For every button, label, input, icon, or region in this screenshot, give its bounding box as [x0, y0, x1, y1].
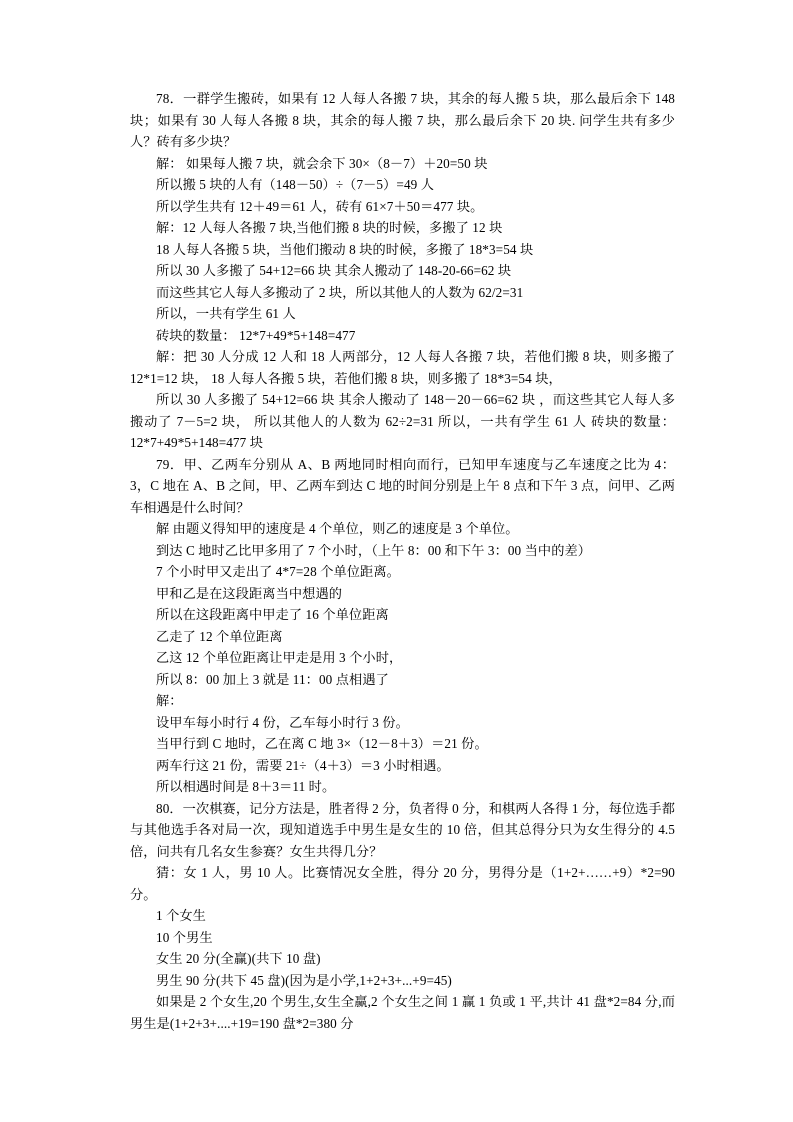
problem-79-line-13: 所以相遇时间是 8＋3＝11 时。	[156, 779, 336, 794]
problem-79-line-5: 所以在这段距离中甲走了 16 个单位距离	[156, 607, 389, 622]
problem-78-line-3: 所以学生共有 12＋49＝61 人，砖有 61×7＋50＝477 块。	[156, 198, 484, 214]
problem-78-line-4: 解：12 人每人各搬 7 块,当他们搬 8 块的时候，多搬了 12 块	[156, 220, 503, 235]
problem-79-line-3: 7 个小时甲又走出了 4*7=28 个单位距离。	[156, 564, 400, 579]
problem-78-statement: 78．一群学生搬砖，如果有 12 人每人各搬 7 块，其余的每人搬 5 块，那么最后余下 148 块；如果有 30 人每人各搬 8 块，其余的每人搬 7 块，那么最后余下 20 块. 问学生共有多少人？砖有多少块？	[130, 91, 675, 149]
document-content	[130, 88, 675, 1034]
problem-80-line-1: 猜：女 1 人，男 10 人。比赛情况女全胜，得分 20 分，男得分是（1+2+……+9）*2=90 分。	[130, 865, 675, 902]
problem-79-line-6: 乙走了 12 个单位距离	[156, 628, 283, 644]
problem-78-line-1: 解： 如果每人搬 7 块，就会余下 30×（8－7）＋20=50 块	[156, 155, 488, 171]
problem-80-line-6: 如果是 2 个女生,20 个男生,女生全赢,2 个女生之间 1 赢 1 负或 1 平,共计 41 盘*2=84 分,而男生是(1+2+3+....+19=190 盘*2=380 分	[130, 994, 675, 1031]
problem-80-line-2: 1 个女生	[156, 908, 206, 923]
problem-79-line-1: 解 由题义得知甲的速度是 4 个单位，则乙的速度是 3 个单位。	[156, 521, 519, 536]
problem-78-line-6: 所以 30 人多搬了 54+12=66 块 其余人搬动了 148-20-66=62 块	[156, 263, 512, 278]
problem-79-line-12: 两车行这 21 份，需要 21÷（4＋3）＝3 小时相遇。	[156, 757, 450, 773]
problem-79-statement: 79．甲、乙两车分别从 A、B 两地同时相向而行，已知甲车速度与乙车速度之比为 4：3，C 地在 A、B 之间，甲、乙两车到达 C 地的时间分别是上午 8 点和下午 3 点，问甲、乙两车相遇是什么时间？	[130, 456, 675, 515]
problem-80-line-5: 男生 90 分(共下 45 盘)(因为是小学,1+2+3+...+9=45)	[156, 972, 452, 988]
problem-78-line-2: 所以搬 5 块的人有（148－50）÷（7－5）=49 人	[156, 177, 435, 192]
problem-78-line-10: 解：把 30 人分成 12 人和 18 人两部分，12 人每人各搬 7 块，若他们搬 8 块，则多搬了 12*1=12 块， 18 人每人各搬 5 块，若他们搬 8 块，则多搬了 18*3=54 块，	[130, 349, 675, 386]
problem-79-line-2: 到达 C 地时乙比甲多用了 7 个小时，（上午 8：00 和下午 3：00 当中的差）	[156, 542, 592, 558]
problem-79-line-9: 解：	[156, 693, 183, 708]
problem-80-line-3: 10 个男生	[156, 929, 213, 945]
problem-79-line-10: 设甲车每小时行 4 份，乙车每小时行 3 份。	[156, 714, 409, 730]
problem-79-line-8: 所以 8：00 加上 3 就是 11：00 点相遇了	[156, 671, 389, 687]
problem-79-line-11: 当甲行到 C 地时，乙在离 C 地 3×（12－8＋3）＝21 份。	[156, 736, 488, 751]
problem-78-line-8: 所以，一共有学生 61 人	[156, 306, 296, 321]
problem-78-line-5: 18 人每人各搬 5 块，当他们搬动 8 块的时候，多搬了 18*3=54 块	[156, 241, 534, 257]
problem-79-line-7: 乙这 12 个单位距离让甲走是用 3 个小时，	[156, 650, 403, 665]
problem-80-line-4: 女生 20 分(全赢)(共下 10 盘)	[156, 951, 321, 966]
problem-80-statement: 80．一次棋赛，记分方法是，胜者得 2 分，负者得 0 分，和棋两人各得 1 分，每位选手都与其他选手各对局一次，现知道选手中男生是女生的 10 倍，但其总得分只为女生得分的 4.5 倍，问共有几名女生参赛？女生共得几分？	[130, 800, 675, 859]
problem-79-line-4: 甲和乙是在这段距离当中想遇的	[156, 585, 343, 601]
problem-78-line-9: 砖块的数量： 12*7+49*5+148=477	[156, 327, 356, 343]
problem-78-line-7: 而这些其它人每人多搬动了 2 块，所以其他人的人数为 62/2=31	[156, 284, 524, 300]
problem-78-line-11: 所以 30 人多搬了 54+12=66 块 其余人搬动了 148－20－66=62 块 ，而这些其它人每人多搬动了 7－5=2 块， 所以其他人的人数为 62÷2=31 所以，一共有学生 61 人 砖块的数量：12*7+49*5+148=477 块	[130, 392, 675, 450]
